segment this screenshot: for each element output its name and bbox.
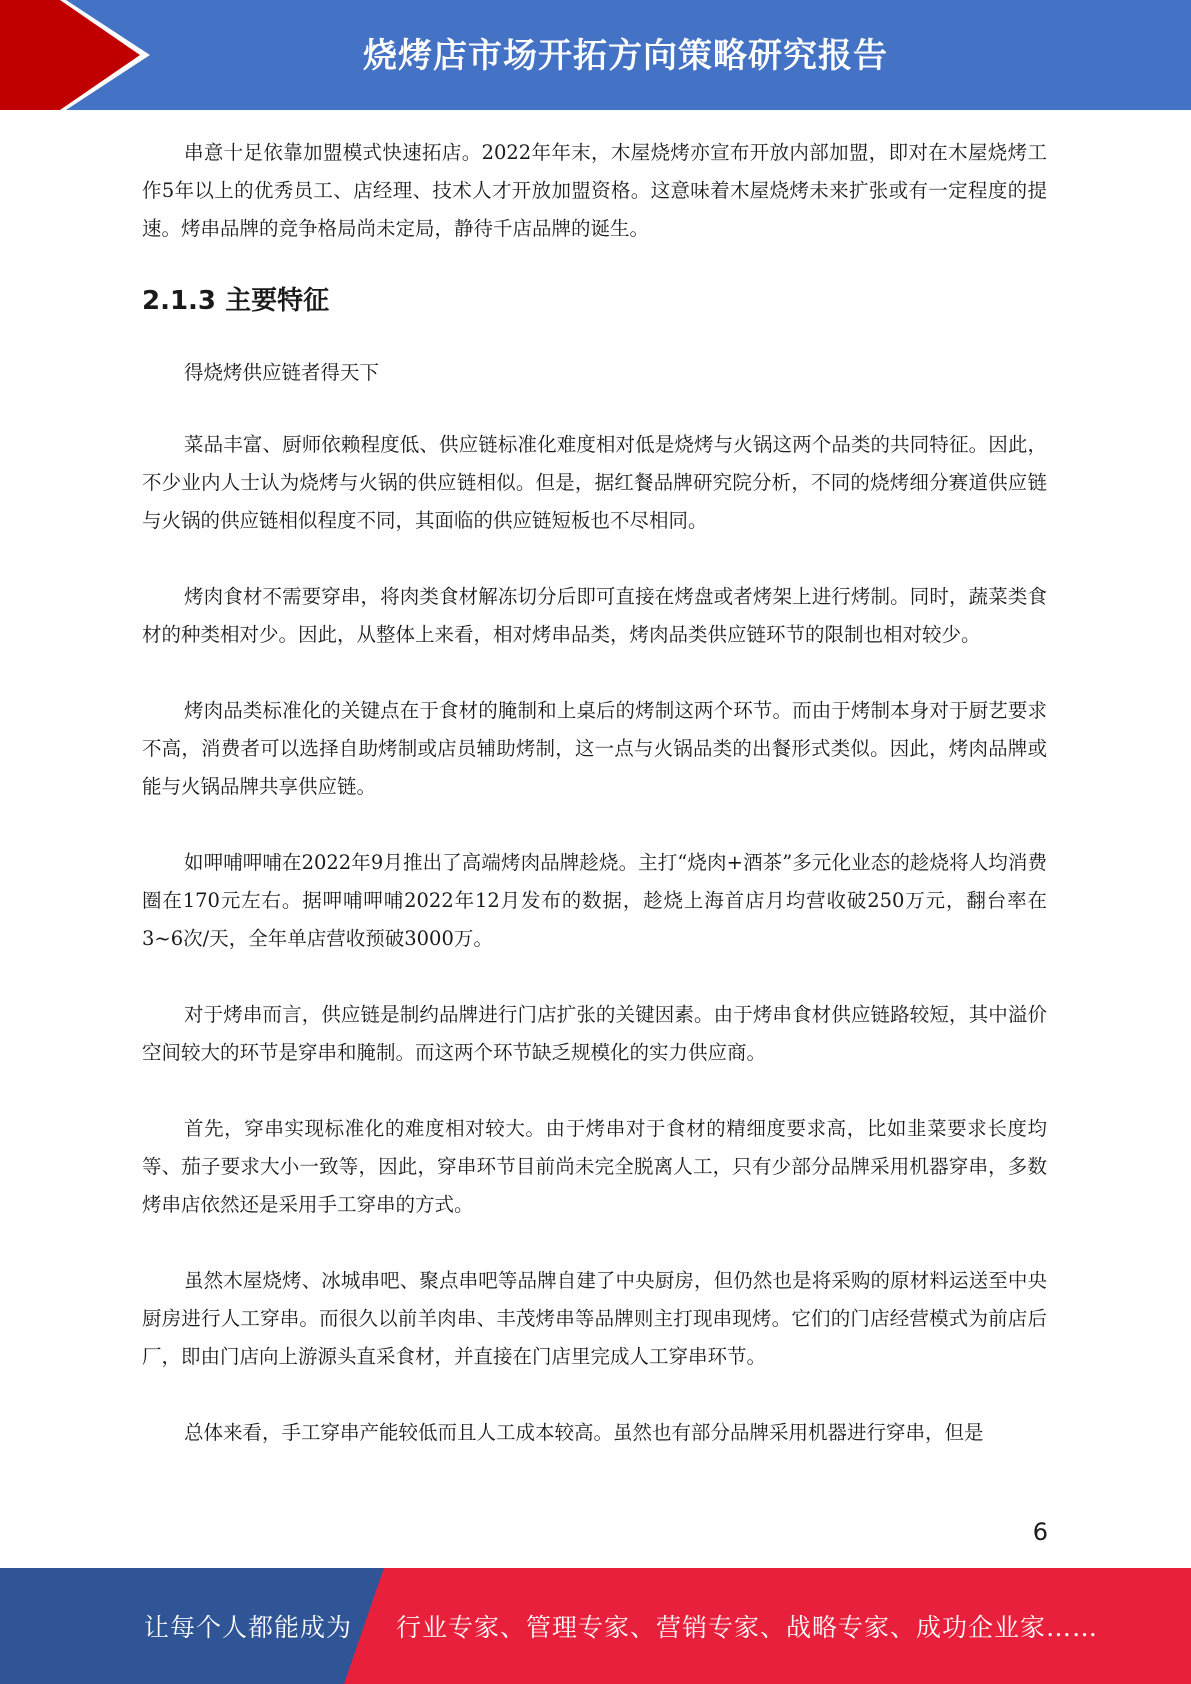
footer-banner xyxy=(0,1568,1191,1684)
paragraph-skewering: 首先，穿串实现标准化的难度相对较大。由于烤串对于食材的精细度要求高，比如韭菜要求长度均等、茄子要求大小一致等，因此，穿串环节目前尚未完全脱离人工，只有少部分品牌采用机器穿串，多数烤串店依然还是采用手工穿串的方式。 xyxy=(142,1117,1047,1216)
paragraph-standardization: 烤肉品类标准化的关键点在于食材的腌制和上桌后的烤制这两个环节。而由于烤制本身对于厨艺要求不高，消费者可以选择自助烤制或店员辅助烤制，这一点与火锅品类的出餐形式类似。因此，烤肉品牌或能与火锅品牌共享供应链。 xyxy=(142,699,1047,798)
paragraph-subtitle: 得烧烤供应链者得天下 xyxy=(184,361,380,384)
footer-slogan-left: 让每个人都能成为 xyxy=(144,1613,353,1642)
header-banner xyxy=(0,0,1191,110)
paragraph-summary: 总体来看，手工穿串产能较低而且人工成本较高。虽然也有部分品牌采用机器进行穿串，但是 xyxy=(184,1421,984,1444)
paragraph-franchise: 串意十足依靠加盟模式快速拓店。2022年年末，木屋烧烤亦宣布开放内部加盟，即对在木屋烧烤工作5年以上的优秀员工、店经理、技术人才开放加盟资格。这意味着木屋烧烤未来扩张或有一定程度的提速。烤串品牌的竞争格局尚未定局，静待千店品牌的诞生。 xyxy=(142,141,1047,240)
paragraph-central-kitchen: 虽然木屋烧烤、冰城串吧、聚点串吧等品牌自建了中央厨房，但仍然也是将采购的原材料运送至中央厨房进行人工穿串。而很久以前羊肉串、丰茂烤串等品牌则主打现串现烤。它们的门店经营模式为前店后厂，即由门店向上游源头直采食材，并直接在门店里完成人工穿串环节。 xyxy=(142,1269,1047,1368)
footer-slogan-right: 行业专家、管理专家、营销专家、战略专家、成功企业家…… xyxy=(396,1613,1099,1642)
paragraph-xiabu-example: 如呷哺呷哺在2022年9月推出了高端烤肉品牌趁烧。主打“烧肉+酒茶”多元化业态的趁烧将人均消费圈在170元左右。据呷哺呷哺2022年12月发布的数据，趁烧上海首店月均营收破250万元，翻台率在3~6次/天，全年单店营收预破3000万。 xyxy=(142,851,1047,950)
section-heading: 2.1.3 主要特征 xyxy=(142,286,330,316)
report-body xyxy=(142,134,1047,1452)
page-number: 6 xyxy=(1032,1518,1048,1546)
paragraph-skewer-supply: 对于烤串而言，供应链是制约品牌进行门店扩张的关键因素。由于烤串食材供应链路较短，其中溢价空间较大的环节是穿串和腌制。而这两个环节缺乏规模化的实力供应商。 xyxy=(142,1003,1047,1064)
report-title: 烧烤店市场开拓方向策略研究报告 xyxy=(363,36,888,76)
paragraph-supply-chain: 菜品丰富、厨师依赖程度低、供应链标准化难度相对低是烧烤与火锅这两个品类的共同特征。因此，不少业内人士认为烧烤与火锅的供应链相似。但是，据红餐品牌研究院分析，不同的烧烤细分赛道供应链与火锅的供应链相似程度不同，其面临的供应链短板也不尽相同。 xyxy=(142,433,1047,532)
paragraph-bbq-meat: 烤肉食材不需要穿串，将肉类食材解冻切分后即可直接在烤盘或者烤架上进行烤制。同时，蔬菜类食材的种类相对少。因此，从整体上来看，相对烤串品类，烤肉品类供应链环节的限制也相对较少。 xyxy=(142,585,1047,646)
